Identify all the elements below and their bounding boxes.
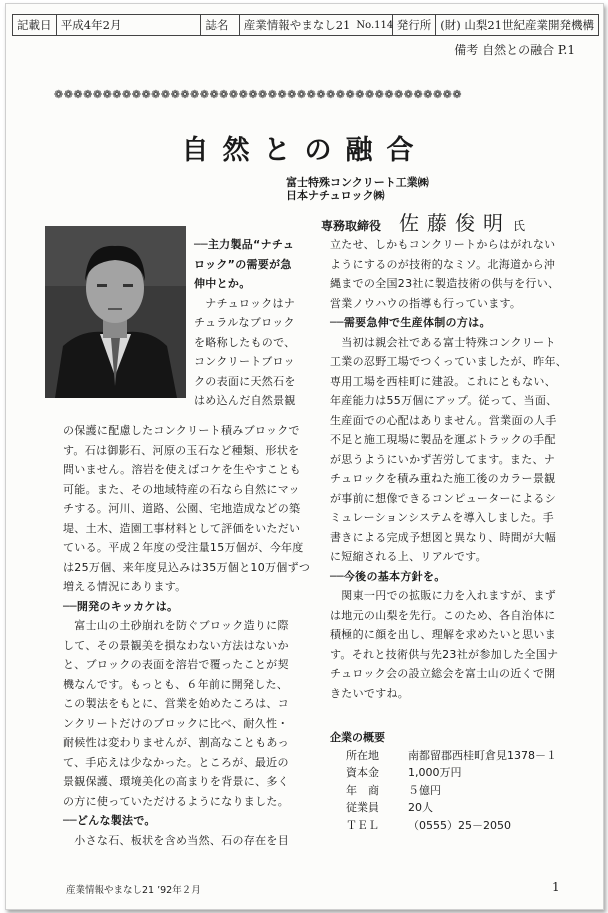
body-text-line: 年産能力は55万個にアップ。従って、当面、: [330, 394, 558, 407]
body-text-line: は25万個、来年度見込みは35万個と10万個ずつ: [63, 560, 311, 574]
interview-question: ──需要急伸で生産体制の方は。: [330, 316, 491, 329]
body-text-line: の保護に配慮したコンクリート積みブロックで: [63, 424, 300, 437]
body-text-line: 工業の忍野工場でつくっていましたが、昨年、: [330, 355, 568, 368]
note-line: 備考 自然との融合 P.1: [454, 43, 575, 57]
page-footer: 産業情報やまなし21 ’92年２月: [66, 885, 201, 896]
body-text-line: 当初は親会社である富士特殊コンクリート: [330, 335, 556, 349]
publisher-value: (財) 山梨21世紀産業開発機構: [440, 18, 594, 32]
body-text-line: コンクリートブロッ: [194, 355, 295, 368]
record-header-table: [12, 14, 599, 36]
article-title: 自然との融合: [181, 135, 428, 166]
journal-name: 産業情報やまなし21: [243, 18, 351, 32]
body-text-line: チュロックを積み重ねた施工後のカラー景観: [330, 472, 556, 485]
body-text-line: 富士山の土砂崩れを防ぐブロック造りに際: [63, 619, 289, 632]
decorative-star-border: ❁❁❁❁❁❁❁❁❁❁❁❁❁❁❁❁❁❁❁❁❁❁❁❁❁❁❁❁❁❁❁❁❁❁❁❁❁❁❁❁❁❁: [54, 88, 463, 101]
body-text-line: す。それと技術供与先23社が参加した全国ナ: [330, 647, 559, 661]
profile-value: 南都留郡西桂町倉見1378－１: [408, 748, 557, 762]
body-text-line: て、手応えは少なかった。ところが、最近の: [63, 755, 289, 769]
body-text-line: この製法をもとに、営業を始めたころは、コ: [63, 697, 289, 710]
body-text-line: は地元の山梨を先行。このため、各自治体に: [330, 608, 556, 622]
body-text-line: が思うようにいかず苦労してます。また、ナ: [330, 452, 556, 466]
issue-number: No.114: [356, 19, 394, 31]
company-profile: [330, 729, 557, 834]
profile-key: ＴＥＬ: [346, 818, 379, 832]
body-text-line: す。石は御影石、河原の玉石など種類、形状を: [63, 443, 300, 457]
body-text-line: の方に使っていただけるようになりました。: [63, 794, 289, 808]
profile-key: 資本金: [346, 766, 379, 779]
interview-question: ──主力製品“ナチュ: [194, 238, 295, 251]
body-text-line: に短縮される上、リアルです。: [330, 550, 487, 563]
profile-key: 所在地: [346, 748, 379, 762]
profile-row: [330, 817, 557, 835]
body-text-line: ようにするのが技術的なミソ。北海道から沖: [330, 257, 556, 271]
body-text-line: 堤、土木、造園工事材料として評価をいただい: [63, 521, 301, 535]
presenter-role: 専務取締役: [321, 219, 382, 233]
body-text-line: チする。河川、道路、公園、宅地造成などの築: [63, 502, 301, 515]
body-text-line: して、その景観美を損なわない方法はないか: [63, 638, 289, 652]
page-number: 1: [552, 880, 560, 894]
interview-question: ──今後の基本方針を。: [330, 569, 446, 583]
body-text-line: 積極的に顔を出し、理解を求めたいと思いま: [330, 628, 556, 641]
profile-value: 20人: [408, 801, 433, 814]
presenter-line: [321, 207, 525, 236]
body-text-line: チュラルなブロック: [194, 316, 295, 329]
article-column-right: [330, 235, 595, 703]
article-column-left: [63, 421, 318, 850]
body-text-line: クの表面に天然石を: [194, 374, 296, 388]
journal-label: 誌名: [201, 15, 239, 35]
honorific: 氏: [513, 219, 526, 233]
body-text-line: と、ブロックの表面を溶岩で覆ったことが契: [63, 658, 289, 671]
body-text-line: 立たせ、しかもコンクリートからはがれない: [330, 238, 556, 251]
profile-key: 年 商: [346, 783, 379, 797]
body-text-line: きたいですね。: [330, 686, 410, 700]
body-text-line: ナチュロックはナ: [194, 296, 296, 310]
body-text-line: ミュレーションシステムを導入しました。手: [330, 511, 554, 524]
body-text-line: が事前に想像できるコンピューターによるシ: [330, 491, 556, 505]
body-text-line: 問いません。溶岩を使えばコケを生やすことも: [63, 463, 301, 476]
document-page: [5, 3, 604, 910]
profile-row: [330, 764, 557, 782]
body-text-line: 不足と施工現場に製品を運ぶトラックの手配: [330, 433, 556, 446]
company-name-2: 日本ナチュロック㈱: [286, 189, 385, 202]
body-text-line: ンクリートだけのブロックに比べ、耐久性・: [63, 716, 289, 730]
body-text-line: 可能。また、その地域特産の石なら自然にマッ: [63, 482, 300, 496]
body-text-line: 生産面での心配はありません。営業面の人手: [330, 413, 557, 427]
portrait-photo: [45, 226, 186, 398]
profile-value: （0555）25－2050: [408, 818, 511, 832]
profile-value: ５億円: [408, 783, 441, 797]
company-profile-heading: 企業の概要: [330, 731, 385, 744]
interview-question: 伸中とか。: [194, 277, 251, 290]
date-value: 平成4年2月: [57, 15, 202, 35]
article-column-intro: [194, 235, 319, 411]
body-text-line: 景観保護、環境美化の高まりを背景に、多く: [63, 775, 289, 788]
presenter-name: 佐藤俊明: [399, 211, 512, 235]
body-text-line: チュロック会の設立総会を富士山の近くで開: [330, 667, 556, 680]
body-text-line: はめ込んだ自然景観: [194, 394, 296, 407]
profile-key: 従業員: [346, 801, 379, 814]
interview-question: ──どんな製法で。: [63, 814, 156, 827]
profile-row: [330, 747, 557, 765]
profile-row: [330, 799, 557, 817]
interview-question: ロック”の需要が急: [194, 257, 292, 271]
profile-value: 1,000万円: [408, 766, 462, 779]
body-text-line: 耐候性は変わりませんが、割高なこともあっ: [63, 736, 289, 749]
body-text-line: 営業ノウハウの指導も行っています。: [330, 296, 522, 310]
body-text-line: 書きによる完成予想図と異なり、時間が大幅: [330, 530, 556, 544]
body-text-line: 機なんです。もっとも、６年前に開発した、: [63, 677, 289, 691]
company-name-1: 富士特殊コンクリート工業㈱: [286, 176, 429, 189]
company-names: [286, 176, 429, 202]
profile-row: [330, 782, 557, 800]
body-text-line: 専用工場を西桂町に建設。これにともない、: [330, 374, 556, 388]
date-label: 記載日: [13, 15, 57, 35]
body-text-line: ている。平成２年度の受注量15万個が、今年度: [63, 541, 304, 554]
body-text-line: 縄までの全国23社に製造技術の供与を行い、: [330, 277, 560, 290]
publisher-label: 発行所: [393, 15, 437, 35]
body-text-line: 小さな石、板状を含め当然、石の存在を目: [63, 833, 289, 847]
body-text-line: を略称したもので、: [194, 335, 296, 349]
interview-question: ──開発のキッカケは。: [63, 599, 179, 613]
body-text-line: 増える情況にあります。: [63, 580, 187, 593]
body-text-line: 関東一円での拡販に力を入れますが、まず: [330, 589, 556, 602]
journal-value: [240, 15, 393, 35]
